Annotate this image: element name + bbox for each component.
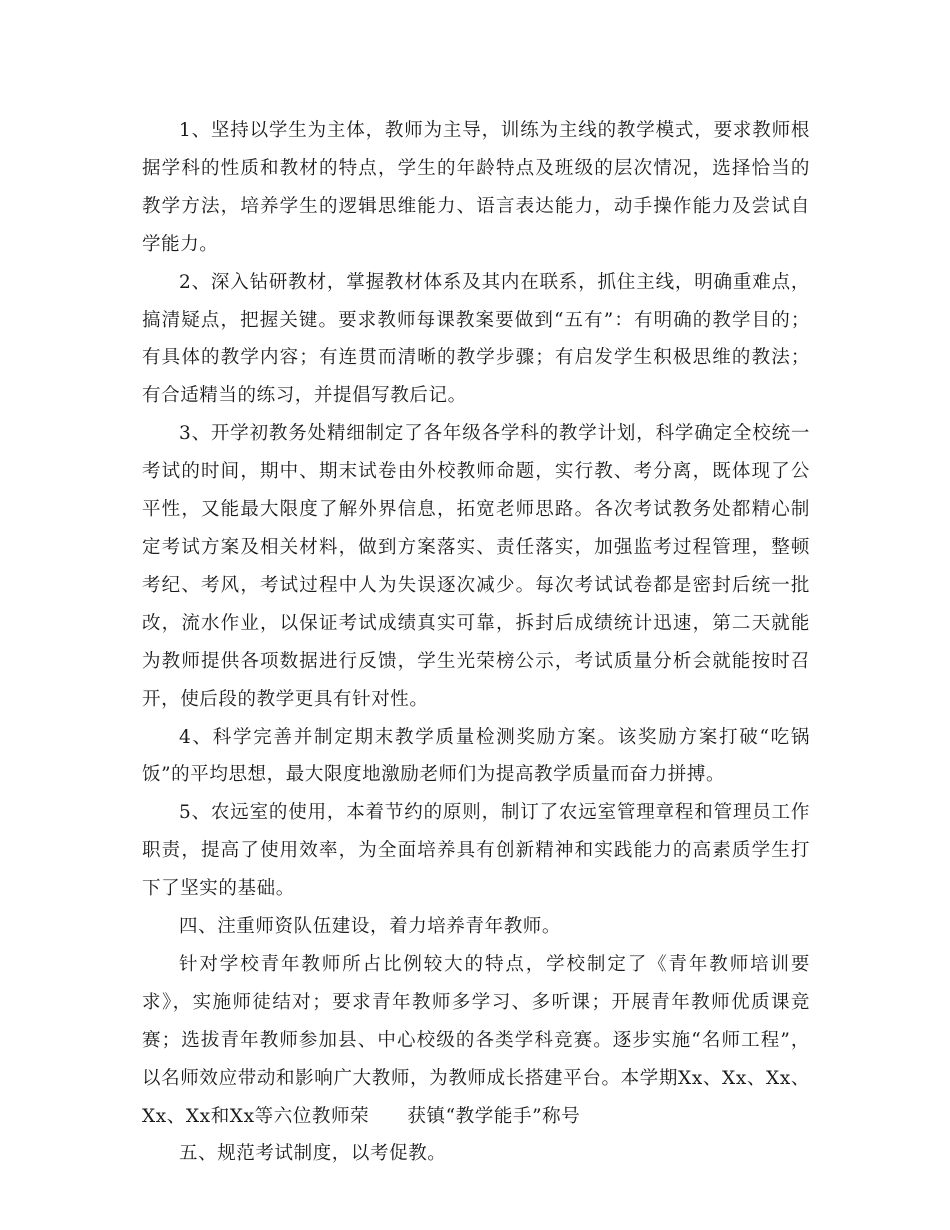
paragraph-young-teachers: 针对学校青年教师所占比例较大的特点，学校制定了《青年教师培训要求》，实施师徒结对；要求青年教师多学习、多听课；开展青年教师优质课竞赛；选拔青年教师参加县、中心校级的各类学科竞赛。逐步实施“名师工程”，以名师效应带动和影响广大教师，为教师成长搭建平台。本学期Xx、Xx、Xx、Xx、Xx和Xx等六位教师荣 获镇“教学能手”称号: [142, 953, 810, 1127]
paragraph-teaching-mode: 1、坚持以学生为主体，教师为主导，训练为主线的教学模式，要求教师根据学科的性质和教材的特点，学生的年龄特点及班级的层次情况，选择恰当的教学方法，培养学生的逻辑思维能力、语言表达能力，动手操作能力及尝试自学能力。: [142, 120, 810, 255]
paragraph-textbook-study: 2、深入钻研教材，掌握教材体系及其内在联系，抓住主线，明确重难点，搞清疑点，把握关键。要求教师每课教案要做到“五有”：有明确的教学目的；有具体的教学内容；有连贯而清晰的教学步骤；有启发学生积极思维的教法；有合适精当的练习，并提倡写教后记。: [142, 271, 810, 407]
section-heading-teacher-team: 四、注重师资队伍建设，着力培养青年教师。: [179, 916, 562, 938]
paragraph-exam-plan: 3、开学初教务处精细制定了各年级各学科的教学计划，科学确定全校统一考试的时间，期中、期末试卷由外校教师命题，实行教、考分离，既体现了公平性，又能最大限度了解外界信息，拓宽老师思路。各次考试教务处都精心制定考试方案及相关材料，做到方案落实、责任落实，加强监考过程管理，整顿考纪、考风，考试过程中人为失误逐次减少。每次考试试卷都是密封后统一批改，流水作业，以保证考试成绩真实可靠，拆封后成绩统计迅速，第二天就能为教师提供各项数据进行反馈，学生光荣榜公示，考试质量分析会就能按时召开，使后段的教学更具有针对性。: [142, 423, 810, 710]
section-heading-exam-system: 五、规范考试制度，以考促教。: [179, 1143, 447, 1165]
document-body: [142, 112, 810, 1173]
paragraph-remote-room: 5、农远室的使用，本着节约的原则，制订了农远室管理章程和管理员工作职责，提高了使用效率，为全面培养具有创新精神和实践能力的高素质学生打下了坚实的基础。: [142, 802, 810, 900]
paragraph-reward-scheme: 4、科学完善并制定期末教学质量检测奖励方案。该奖励方案打破“吃锅饭”的平均思想，最大限度地激励老师们为提高教学质量而奋力拼搏。: [142, 726, 810, 786]
